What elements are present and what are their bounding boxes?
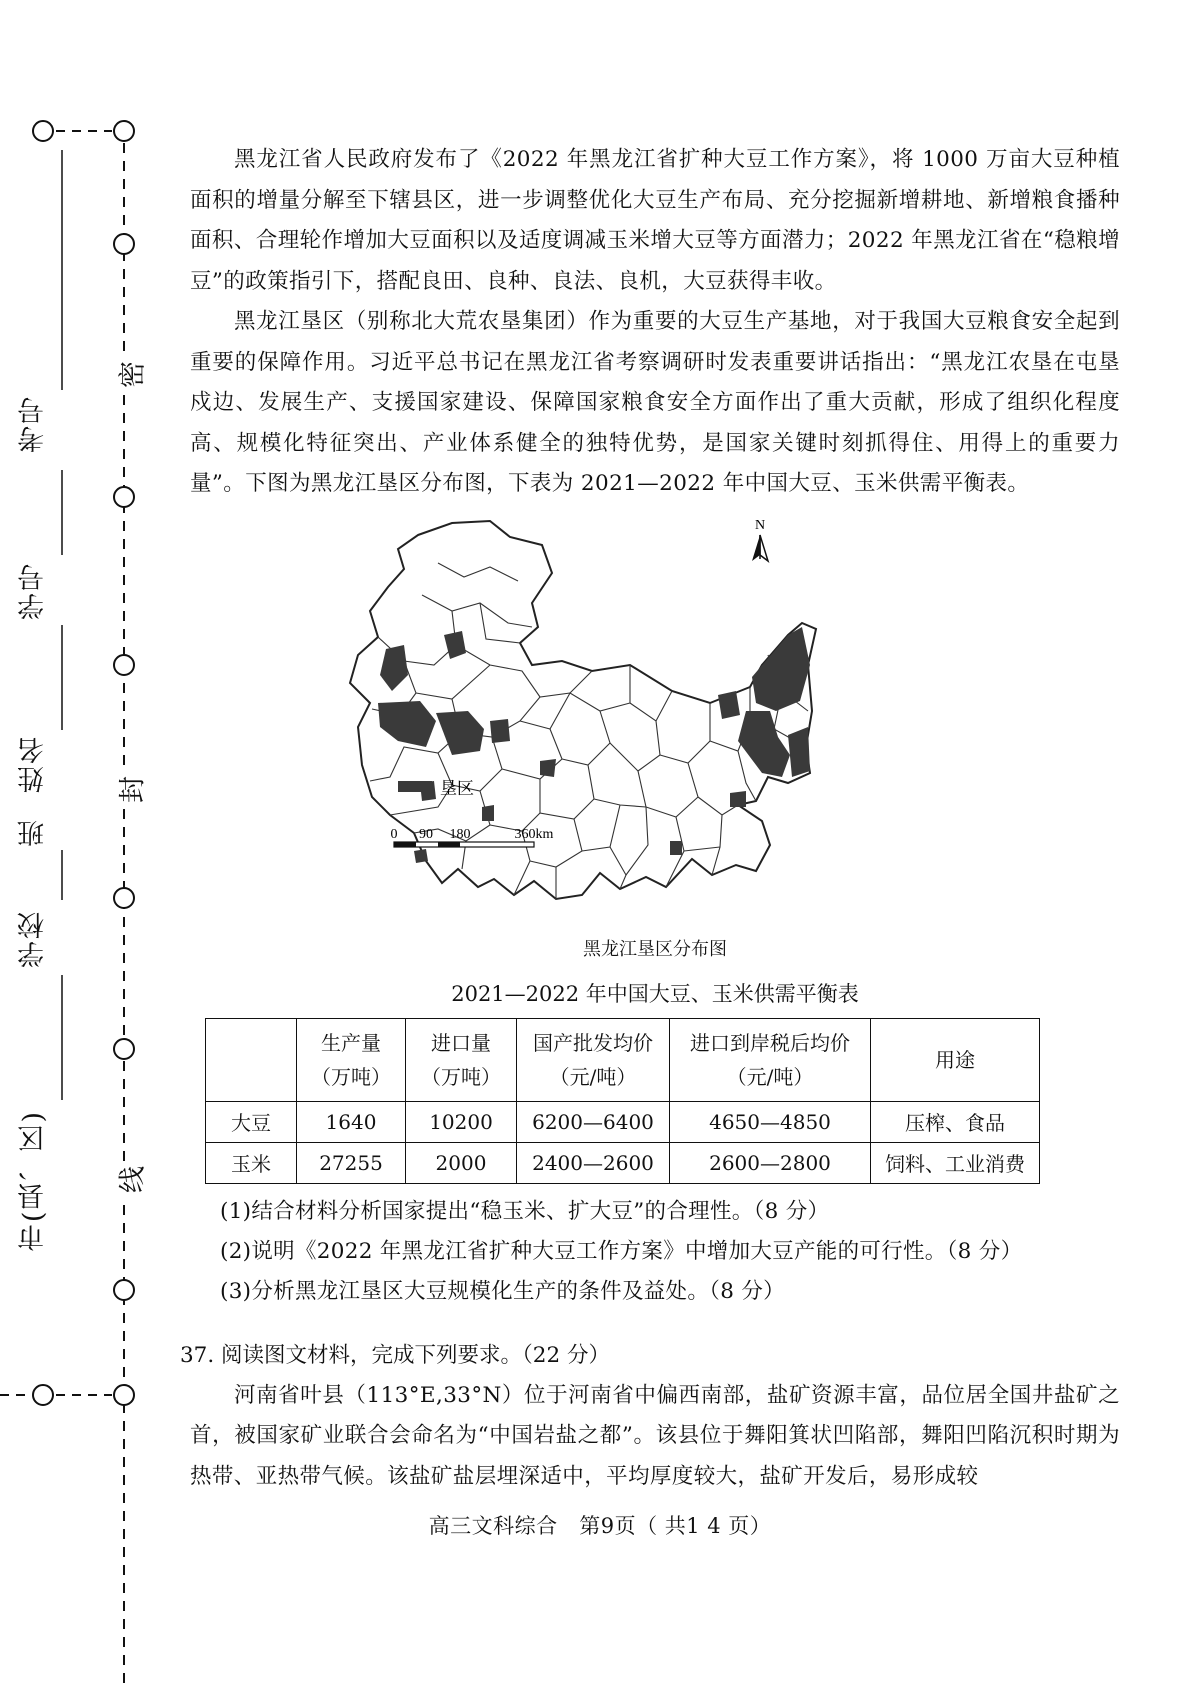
table-cell: 27255 [297,1142,406,1183]
scale-bar [394,842,534,847]
reclamation-map [190,515,1120,970]
supply-demand-table [205,1018,1040,1184]
scale-tick-90: 90 [419,826,433,842]
table-cell: 4650—4850 [670,1101,871,1142]
table-cell: 1640 [297,1101,406,1142]
table-header-import: 进口量 （万吨） [406,1018,517,1101]
legend-swatch [398,781,432,792]
table-cell: 饲料、工业消费 [871,1142,1040,1183]
map-caption: 黑龙江垦区分布图 [583,938,727,960]
seal-char-feng: 封 [111,772,150,808]
table-header-row [206,1018,1040,1101]
seal-char-mi: 密 [111,357,150,393]
seal-char-xian: 线 [111,1162,150,1198]
table-header-blank [206,1018,297,1101]
heilongjiang-map-svg [190,515,1120,935]
table-cell: 10200 [406,1101,517,1142]
table-title: 2021—2022 年中国大豆、玉米供需平衡表 [451,981,859,1006]
legend-label: 垦区 [440,778,474,799]
student-number-label: 学号 [18,562,49,620]
table-row [206,1101,1040,1142]
question-1: (1)结合材料分析国家提出“稳玉米、扩大豆”的合理性。（8 分） [220,1198,830,1224]
table-cell: 2400—2600 [517,1142,670,1183]
table-cell: 压榨、食品 [871,1101,1040,1142]
table-cell: 大豆 [206,1101,297,1142]
class-label: 班 [18,818,49,847]
footer-subject: 高三文科综合 [428,1514,558,1538]
page-footer [0,1510,1200,1540]
passage-paragraph-2: 黑龙江垦区（别称北大荒农垦集团）作为重要的大豆生产基地，对于我国大豆粮食安全起到重要的保障作用。习近平总书记在黑龙江省考察调研时发表重要讲话指出：“黑龙江农垦在屯垦戍边、发展生产、支援国家建设、保障国家粮食安全方面作出了重大贡献，形成了组织化程度高、规模化特征突出、产业体系健全的独特优势，是国家关键时刻抓得住、用得上的重要力量”。下图为黑龙江垦区分布图，下表为 2021—2022 年中国大豆、玉米供需平衡表。 [190,309,1120,496]
scale-tick-0: 0 [390,826,398,842]
scale-tick-360km: 360km [514,826,554,842]
question-3: (3)分析黑龙江垦区大豆规模化生产的条件及益处。（8 分） [220,1278,785,1304]
footer-page-number: 第9页（ 共1 4 页） [579,1514,772,1538]
binding-line [0,0,160,1697]
exam-number-label: 考号 [18,395,49,453]
school-label: 学校 [18,910,49,968]
north-label: N [754,517,766,533]
city-county-label: 市(县、区) [18,1110,49,1252]
question-37-heading: 37. 阅读图文材料，完成下列要求。（22 分） [180,1342,610,1368]
table-header-domestic-price: 国产批发均价 （元/吨） [517,1018,670,1101]
question-37-text: 河南省叶县（113°E,33°N）位于河南省中偏西南部，盐矿资源丰富，品位居全国井盐矿之首，被国家矿业联合会命名为“中国岩盐之都”。该县位于舞阳箕状凹陷部，舞阳凹陷沉积时期为热带、亚热带气候。该盐矿盐层埋深适中，平均厚度较大，盐矿开发后，易形成较 [190,1382,1120,1489]
passage-paragraph-1: 黑龙江省人民政府发布了《2022 年黑龙江省扩种大豆工作方案》，将 1000 万亩大豆种植面积的增量分解至下辖县区，进一步调整优化大豆生产布局、充分挖掘新增耕地、新增粮食播种面积、合理轮作增加大豆面积以及适度调减玉米增大豆等方面潜力；2022 年黑龙江省在“稳粮增豆”的政策指引下，搭配良田、良种、良法、良机，大豆获得丰收。 [190,147,1120,294]
table-header-usage: 用途 [871,1018,1040,1101]
table-header-import-price: 进口到岸税后均价 （元/吨） [670,1018,871,1101]
table-header-production: 生产量 （万吨） [297,1018,406,1101]
table-row [206,1142,1040,1183]
scale-tick-180: 180 [449,826,471,842]
table-cell: 玉米 [206,1142,297,1183]
page-content [180,140,1120,1497]
table-cell: 2600—2800 [670,1142,871,1183]
north-arrow-icon [752,535,768,561]
table-cell: 2000 [406,1142,517,1183]
name-label: 姓名 [18,735,49,793]
table-cell: 6200—6400 [517,1101,670,1142]
question-2: (2)说明《2022 年黑龙江省扩种大豆工作方案》中增加大豆产能的可行性。（8 分） [220,1238,1023,1264]
